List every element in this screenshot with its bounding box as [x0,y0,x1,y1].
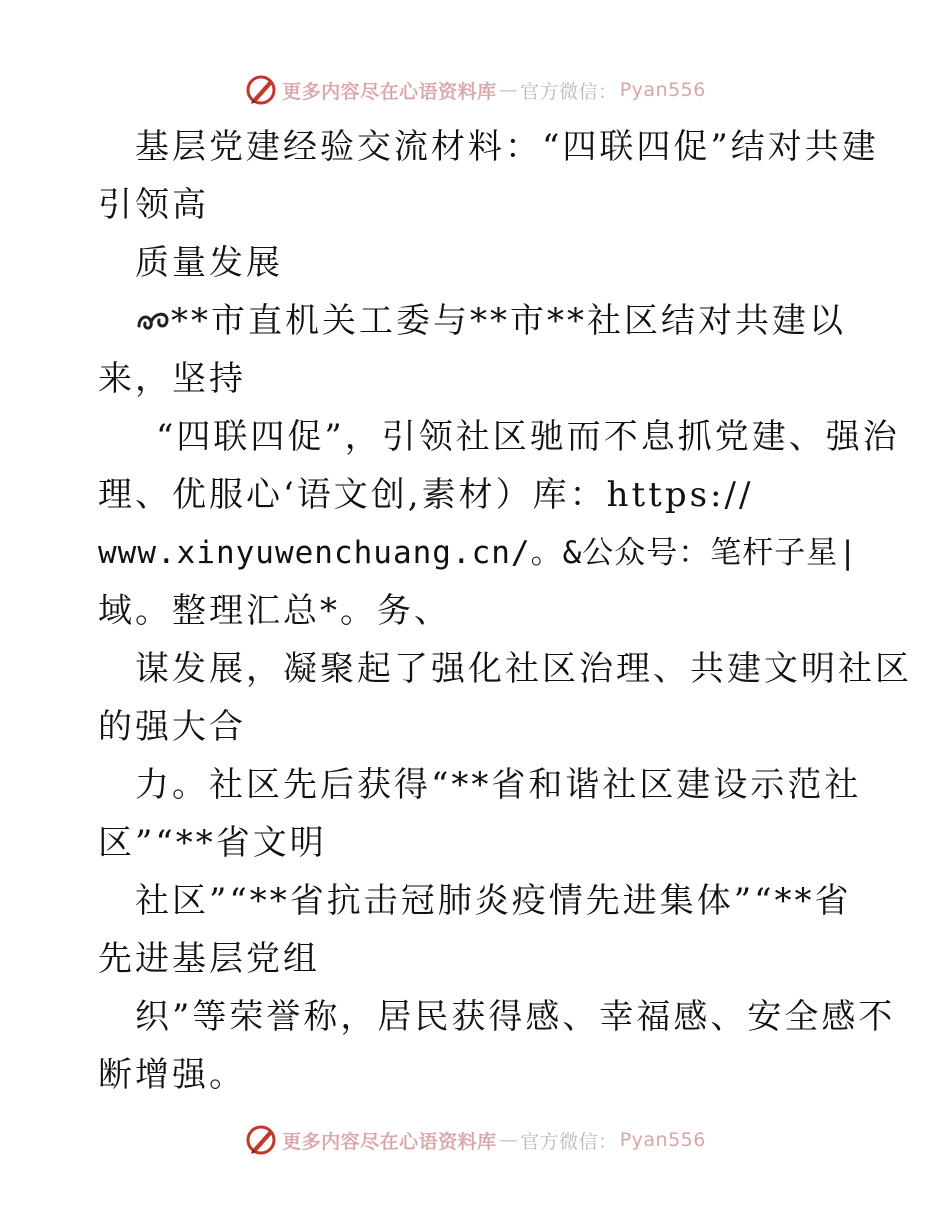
paragraph-line: 的强大合 [98,707,246,747]
watermark-dash: — [498,79,519,101]
title-line-3: 质量发展 [135,243,283,283]
paragraph-line-url: www.xinyuwenchuang.cn/。&公众号：笔杆子星| [98,535,858,571]
paragraph-line: 先进基层党组 [98,939,320,979]
paragraph-line: 断增强。 [98,1055,246,1095]
paragraph-line: “四联四促”，引领社区驰而不息抓党建、强治 [156,417,900,457]
paragraph-line: 谋发展，凝聚起了强化社区治理、共建文明社区 [135,649,912,689]
title-line-1: 基层党建经验交流材料：“四联四促”结对共建 [135,127,879,167]
paragraph-line: 社区”“**省抗击冠肺炎疫情先进集体”“**省 [135,881,852,921]
watermark-dash: — [498,1129,519,1151]
watermark-text: 更多内容尽在心语资料库 [282,80,497,103]
ornament-icon [135,306,171,336]
pen-logo-icon [244,73,278,107]
watermark-wechat-id: Pyan556 [619,79,706,101]
paragraph-line: 域。整理汇总*。务、 [98,591,451,631]
watermark-wechat-id: Pyan556 [619,1129,706,1151]
watermark-footer [0,1120,950,1160]
paragraph-line: 区”“**省文明 [98,823,327,863]
watermark-text: 更多内容尽在心语资料库 [282,1130,497,1153]
watermark-wechat-label: 官方微信： [520,1130,618,1153]
paragraph-line-text: **市直机关工委与**市**社区结对共建以 [171,301,846,341]
paragraph-line: 来，坚持 [98,359,246,399]
watermark-header [0,70,950,110]
document-body [98,118,912,1104]
pen-logo-icon [244,1123,278,1157]
paragraph-line: 织”等荣誉称，居民获得感、幸福感、安全感不 [135,997,896,1037]
paragraph-line [98,292,858,350]
title-line-2: 引领高 [98,185,209,225]
paragraph-line: 理、优服心‘语文创,素材）库：https:// [98,475,754,515]
watermark-wechat-label: 官方微信： [520,80,618,103]
paragraph-line: 力。社区先后获得“**省和谐社区建设示范社 [135,765,862,805]
